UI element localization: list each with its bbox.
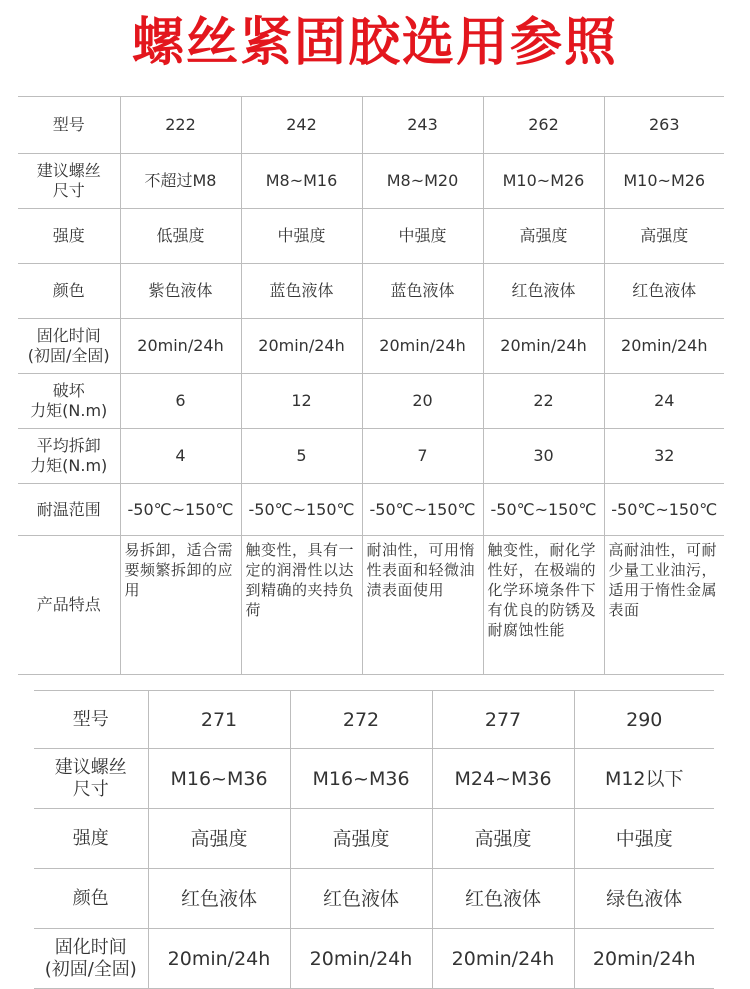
row-header: 强度 — [18, 209, 120, 264]
table-row — [18, 154, 724, 209]
table-cell: 32 — [604, 429, 724, 484]
row-header: 固化时间 (初固/全固) — [34, 929, 148, 989]
table-cell: 紫色液体 — [120, 264, 241, 319]
table-cell: 中强度 — [362, 209, 483, 264]
table-row — [18, 209, 724, 264]
table-cell: -50℃~150℃ — [483, 484, 604, 536]
table-cell: 红色液体 — [148, 869, 290, 929]
table-cell: 20min/24h — [574, 929, 714, 989]
table-cell: 263 — [604, 97, 724, 154]
table-cell: 243 — [362, 97, 483, 154]
table-cell: M8~M20 — [362, 154, 483, 209]
row-header: 强度 — [34, 809, 148, 869]
table-cell: 5 — [241, 429, 362, 484]
threadlocker-table-1 — [18, 96, 724, 675]
table-cell: 高强度 — [290, 809, 432, 869]
table-row — [18, 536, 724, 675]
table-cell: 6 — [120, 374, 241, 429]
table-cell: 不超过M8 — [120, 154, 241, 209]
table-row — [34, 809, 714, 869]
table-cell: 272 — [290, 691, 432, 749]
table-row — [18, 97, 724, 154]
table-cell: 20min/24h — [362, 319, 483, 374]
table-cell: 耐油性，可用惰性表面和轻微油渍表面使用 — [362, 536, 483, 675]
row-header: 型号 — [18, 97, 120, 154]
table-cell: 277 — [432, 691, 574, 749]
table-cell: 高强度 — [483, 209, 604, 264]
table-cell: M16~M36 — [148, 749, 290, 809]
table-cell: 高强度 — [432, 809, 574, 869]
table-row — [18, 484, 724, 536]
table-cell: 中强度 — [574, 809, 714, 869]
row-header: 破坏 力矩(N.m) — [18, 374, 120, 429]
table-cell: 易拆卸，适合需要频繁拆卸的应用 — [120, 536, 241, 675]
table-cell: 20 — [362, 374, 483, 429]
table-cell: 红色液体 — [432, 869, 574, 929]
table-cell: 蓝色液体 — [241, 264, 362, 319]
table-cell: 高强度 — [604, 209, 724, 264]
table-cell: 20min/24h — [432, 929, 574, 989]
table-cell: 红色液体 — [483, 264, 604, 319]
table-cell: 高耐油性，可耐少量工业油污，适用于惰性金属表面 — [604, 536, 724, 675]
row-header: 型号 — [34, 691, 148, 749]
threadlocker-table-2 — [34, 690, 714, 989]
table-cell: 低强度 — [120, 209, 241, 264]
table-cell: M12以下 — [574, 749, 714, 809]
table-cell: 30 — [483, 429, 604, 484]
table-row — [34, 691, 714, 749]
table-row — [34, 869, 714, 929]
page-title: 螺丝紧固胶选用参照 — [131, 13, 618, 73]
table-cell: 290 — [574, 691, 714, 749]
row-header: 耐温范围 — [18, 484, 120, 536]
table-cell: 触变性，具有一定的润滑性以达到精确的夹持负荷 — [241, 536, 362, 675]
table-row — [34, 929, 714, 989]
table-cell: 262 — [483, 97, 604, 154]
table-cell: 触变性，耐化学性好，在极端的化学环境条件下有优良的防锈及耐腐蚀性能 — [483, 536, 604, 675]
row-header: 平均拆卸 力矩(N.m) — [18, 429, 120, 484]
row-header: 固化时间 (初固/全固) — [18, 319, 120, 374]
table-cell: -50℃~150℃ — [604, 484, 724, 536]
table-cell: 22 — [483, 374, 604, 429]
table-cell: 蓝色液体 — [362, 264, 483, 319]
table-cell: M16~M36 — [290, 749, 432, 809]
table-cell: 20min/24h — [290, 929, 432, 989]
table-cell: 242 — [241, 97, 362, 154]
table-cell: 20min/24h — [241, 319, 362, 374]
table-cell: 绿色液体 — [574, 869, 714, 929]
table-cell: 20min/24h — [120, 319, 241, 374]
table-row — [18, 319, 724, 374]
table-cell: -50℃~150℃ — [120, 484, 241, 536]
row-header: 建议螺丝 尺寸 — [18, 154, 120, 209]
table-cell: 7 — [362, 429, 483, 484]
table-cell: 222 — [120, 97, 241, 154]
table-cell: 红色液体 — [604, 264, 724, 319]
table-cell: M10~M26 — [483, 154, 604, 209]
table-cell: M8~M16 — [241, 154, 362, 209]
row-header: 颜色 — [18, 264, 120, 319]
table-cell: -50℃~150℃ — [241, 484, 362, 536]
table-cell: 24 — [604, 374, 724, 429]
table-row — [18, 429, 724, 484]
table-cell: 20min/24h — [604, 319, 724, 374]
table-row — [18, 264, 724, 319]
table-cell: 红色液体 — [290, 869, 432, 929]
row-header: 建议螺丝 尺寸 — [34, 749, 148, 809]
table-cell: 高强度 — [148, 809, 290, 869]
row-header: 产品特点 — [18, 536, 120, 675]
table-cell: -50℃~150℃ — [362, 484, 483, 536]
row-header: 颜色 — [34, 869, 148, 929]
table-cell: 4 — [120, 429, 241, 484]
table-cell: 中强度 — [241, 209, 362, 264]
table-row — [18, 374, 724, 429]
table-row — [34, 749, 714, 809]
table-cell: 20min/24h — [483, 319, 604, 374]
table-cell: M24~M36 — [432, 749, 574, 809]
table-cell: 12 — [241, 374, 362, 429]
table-cell: 20min/24h — [148, 929, 290, 989]
table-cell: 271 — [148, 691, 290, 749]
table-cell: M10~M26 — [604, 154, 724, 209]
